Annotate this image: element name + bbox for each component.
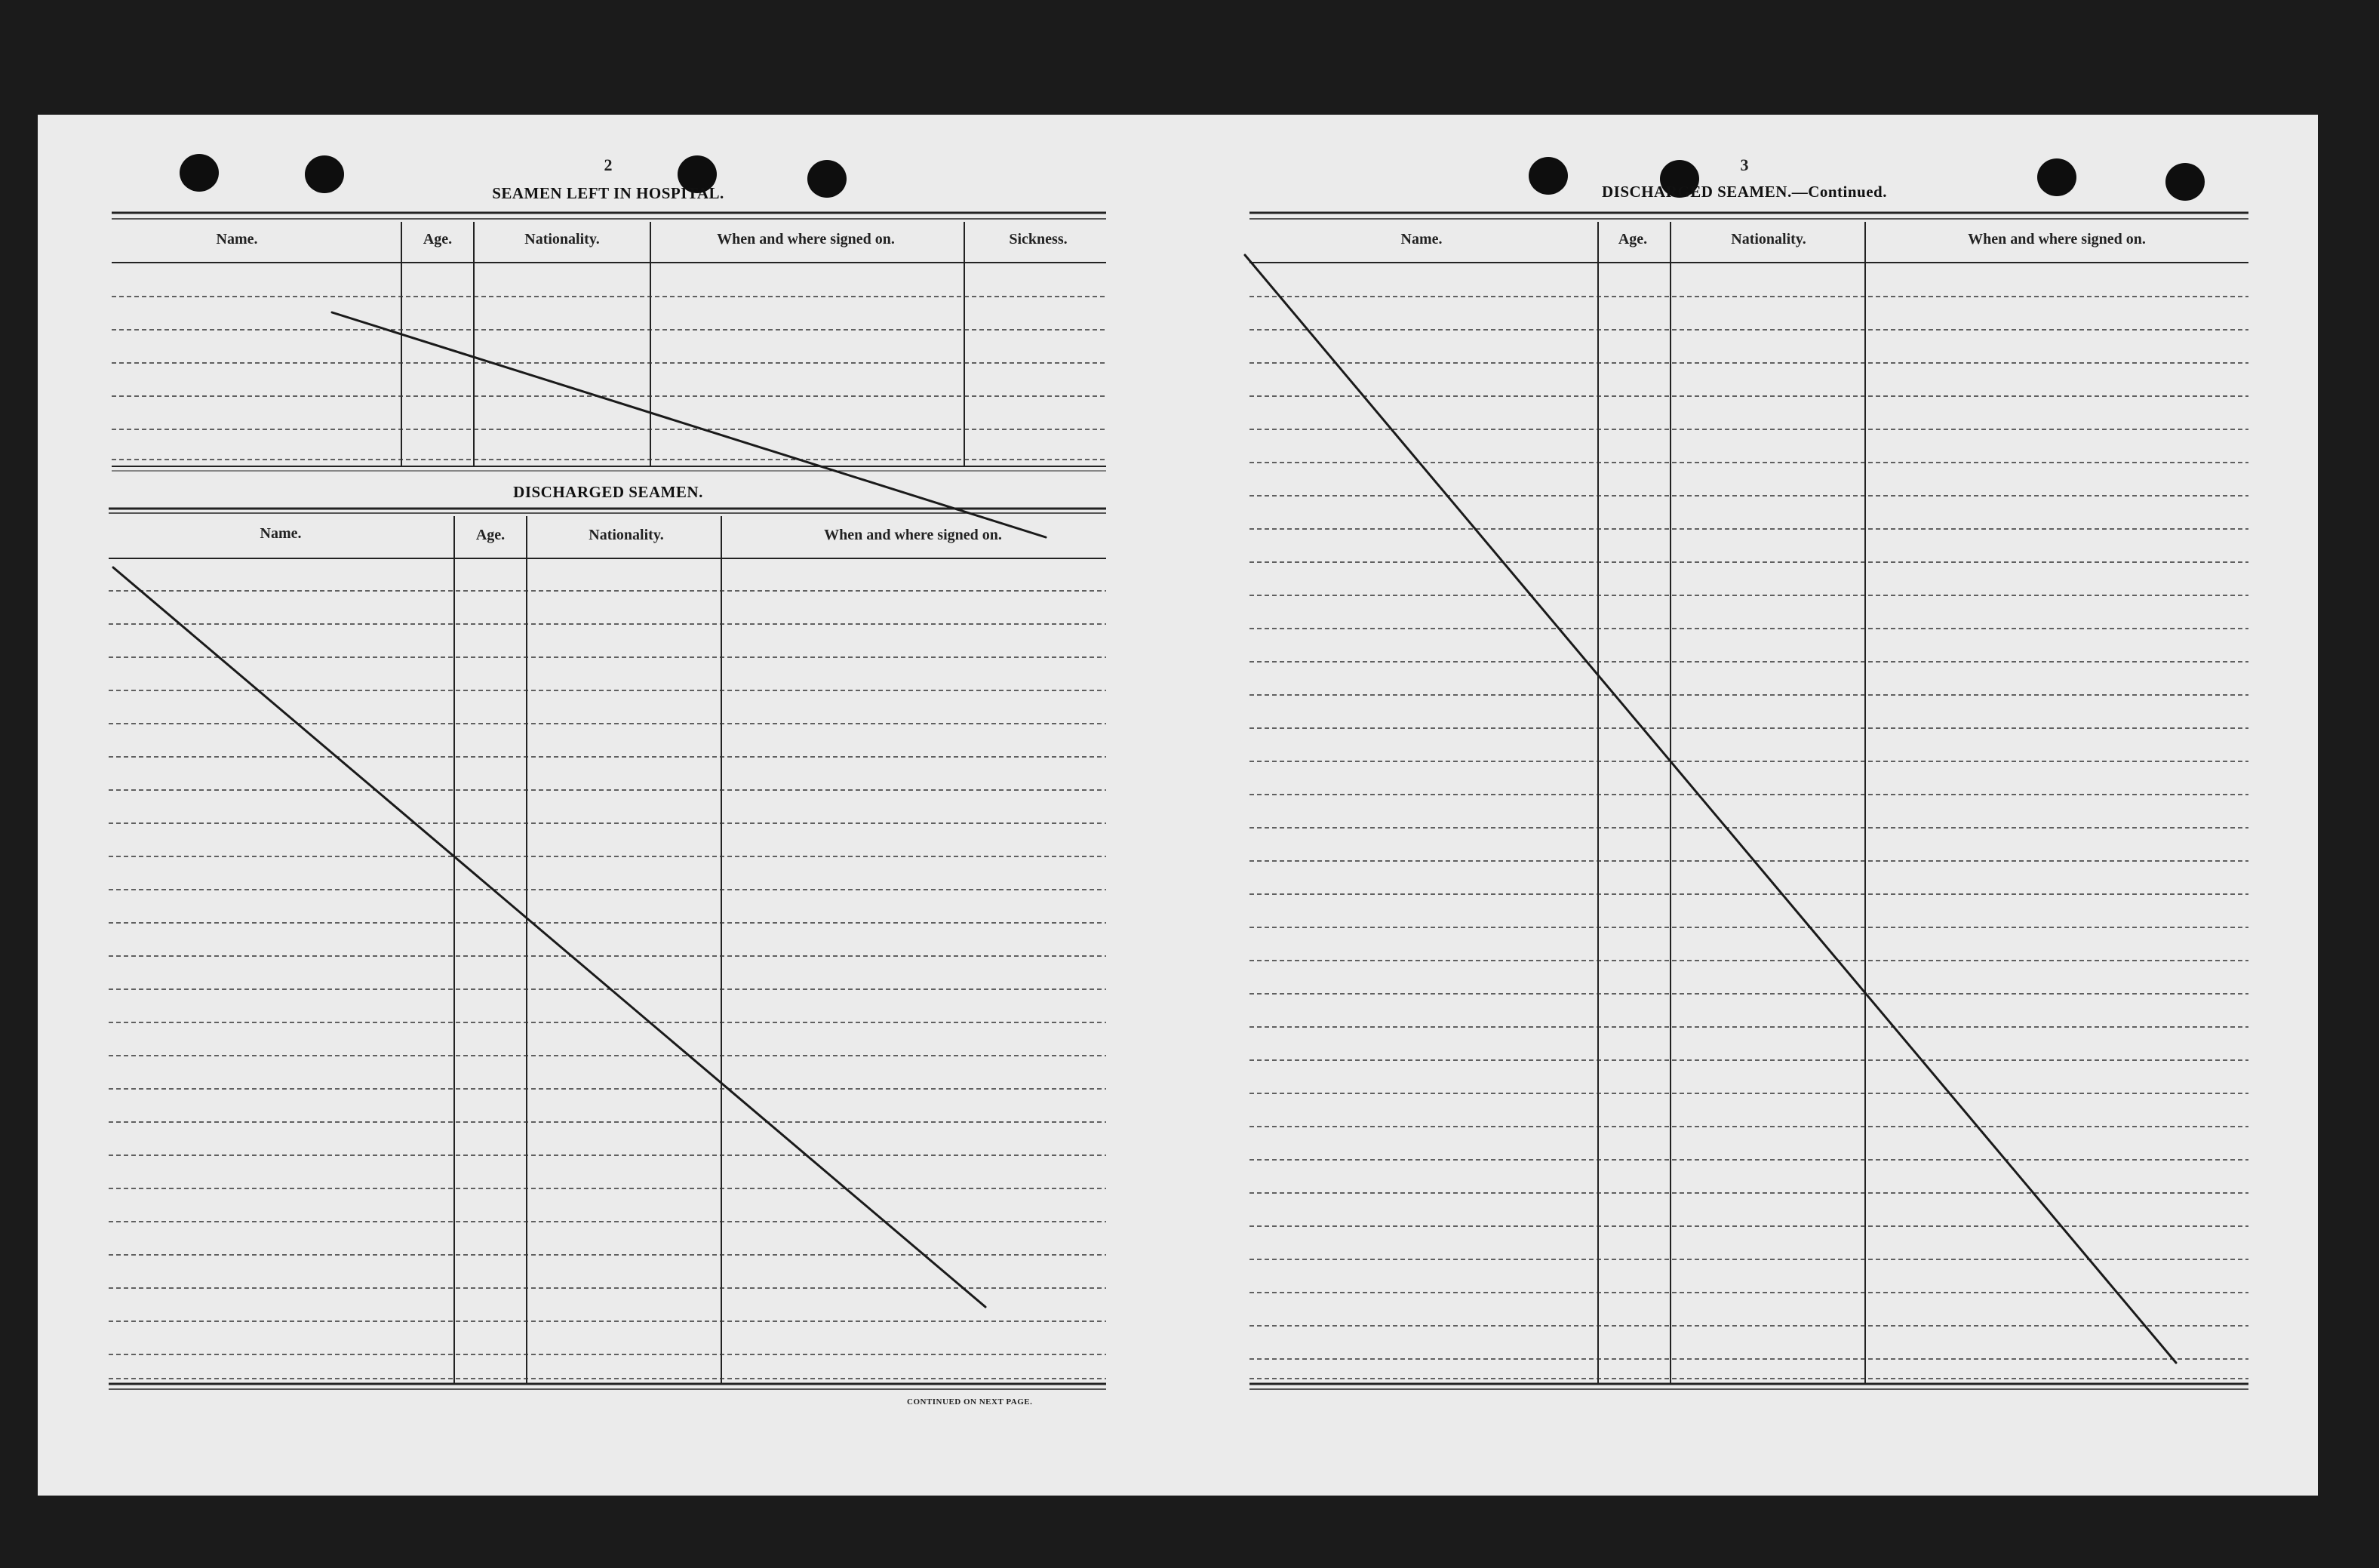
col-header-age: Age.: [1618, 231, 1648, 247]
page-number-right: 3: [1740, 155, 1749, 174]
col-header-name: Name.: [260, 525, 302, 542]
col-header-age: Age.: [475, 527, 506, 543]
section-title-hospital: SEAMEN LEFT IN HOSPITAL.: [492, 184, 724, 202]
col-header-name: Name.: [216, 231, 258, 247]
crossout-stroke-discharged-left: [113, 567, 985, 1307]
col-header-nationality: Nationality.: [589, 527, 664, 543]
crossout-stroke-hospital: [332, 312, 1046, 537]
col-header-sickness: Sickness.: [1009, 231, 1068, 247]
col-header-nationality: Nationality.: [1731, 231, 1806, 247]
continued-note: CONTINUED ON NEXT PAGE.: [907, 1397, 1033, 1407]
crossout-stroke-discharged-right: [1245, 255, 2176, 1363]
col-header-nationality: Nationality.: [524, 231, 600, 247]
col-header-age: Age.: [423, 231, 453, 247]
col-header-name: Name.: [1400, 231, 1443, 247]
col-header-signed-on: When and where signed on.: [824, 527, 1002, 543]
col-header-signed-on: When and where signed on.: [717, 231, 895, 247]
page-number-left: 2: [604, 155, 613, 174]
section-title-discharged-continued: DISCHARGED SEAMEN.—Continued.: [1602, 183, 1887, 201]
col-header-signed-on: When and where signed on.: [1968, 231, 2146, 247]
section-title-discharged: DISCHARGED SEAMEN.: [513, 483, 703, 501]
